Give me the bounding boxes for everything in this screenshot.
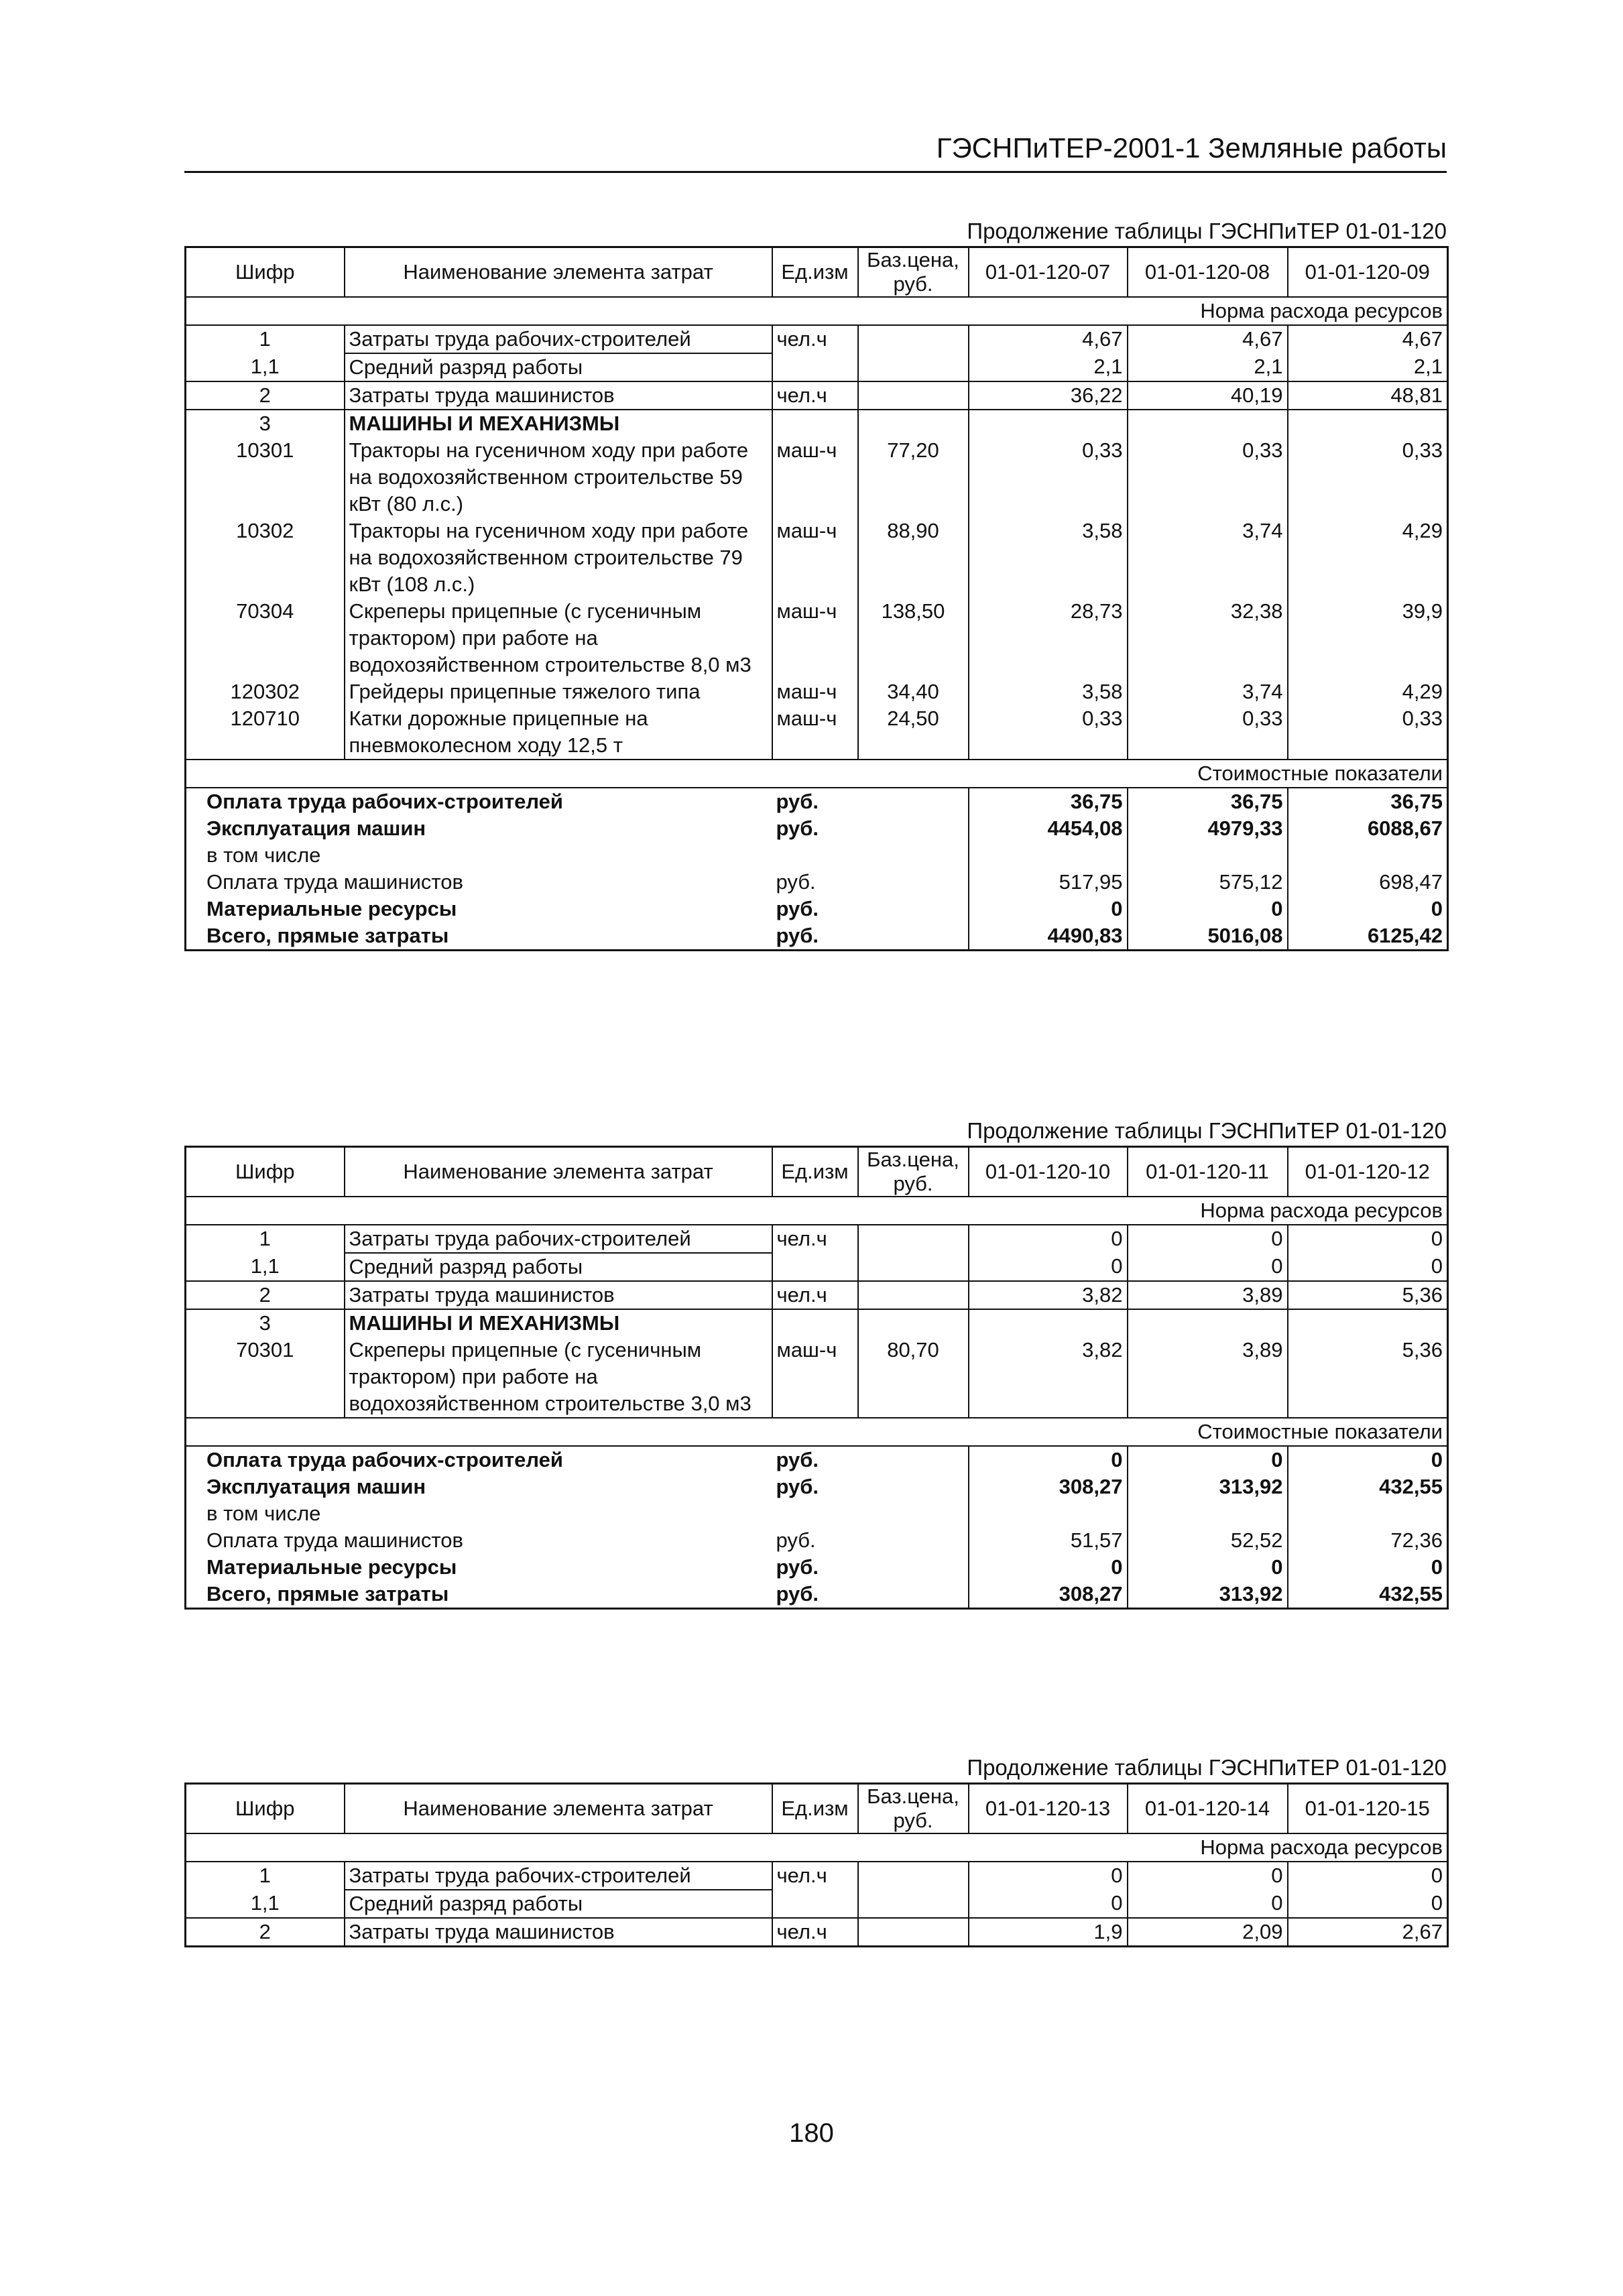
table-row	[186, 1890, 1448, 1918]
row-price: 80,70	[858, 1337, 969, 1418]
row-value: 2,1	[1288, 353, 1448, 381]
row-name: Затраты труда машинистов	[345, 381, 772, 410]
cost-value: 0	[1288, 896, 1448, 922]
row-price	[858, 1890, 969, 1918]
header-code-01-01-120-13: 01-01-120-13	[969, 1784, 1128, 1834]
cost-price-empty	[858, 869, 969, 896]
table-row	[186, 1225, 1448, 1253]
cost-unit: руб.	[776, 817, 819, 840]
row-unit	[772, 410, 858, 437]
cost-value: 308,27	[969, 1581, 1128, 1609]
cost-row-labor	[186, 1446, 1448, 1473]
cost-row-total	[186, 1581, 1448, 1609]
header-code-01-01-120-07: 01-01-120-07	[969, 247, 1128, 298]
resource-table-3	[184, 1783, 1449, 1947]
row-value: 1,9	[969, 1918, 1128, 1947]
section-row-cost	[186, 1418, 1448, 1446]
cost-unit: руб.	[776, 1582, 819, 1606]
cost-label-total: Всего, прямые затраты	[206, 924, 449, 947]
cost-row-operators	[186, 1527, 1448, 1554]
row-price: 24,50	[858, 705, 969, 760]
row-value: 2,09	[1128, 1918, 1288, 1947]
row-value: 36,22	[969, 381, 1128, 410]
cost-price-empty	[858, 1554, 969, 1581]
row-unit: чел.ч	[772, 1281, 858, 1309]
row-value: 3,74	[1128, 518, 1288, 598]
row-value: 0,33	[1288, 705, 1448, 760]
row-price: 77,20	[858, 437, 969, 518]
cost-label-labor: Оплата труда рабочих-строителей	[206, 790, 563, 813]
cost-value-empty	[1288, 1500, 1448, 1527]
row-name: Средний разряд работы	[345, 1890, 772, 1918]
resource-table-1	[184, 246, 1449, 951]
row-unit	[772, 1890, 858, 1918]
table-row	[186, 1281, 1448, 1309]
row-name: МАШИНЫ И МЕХАНИЗМЫ	[345, 410, 772, 437]
header-code-01-01-120-10: 01-01-120-10	[969, 1147, 1128, 1197]
row-price	[858, 410, 969, 437]
cost-unit: руб.	[776, 1448, 819, 1471]
table-row	[186, 1309, 1448, 1337]
header-code: Шифр	[186, 1784, 345, 1834]
table-row	[186, 1253, 1448, 1281]
row-code: 10301	[236, 438, 294, 462]
row-value: 0	[1288, 1862, 1448, 1890]
row-value	[1288, 1309, 1448, 1337]
row-code: 70304	[236, 599, 294, 623]
cost-label-operators: Оплата труда машинистов	[206, 870, 463, 894]
cost-price-empty	[858, 922, 969, 951]
row-value: 0	[969, 1862, 1128, 1890]
row-value: 0	[969, 1253, 1128, 1281]
row-price	[858, 353, 969, 381]
cost-label-machines: Эксплуатация машин	[206, 1475, 426, 1498]
cost-value: 0	[1288, 1446, 1448, 1473]
header-name: Наименование элемента затрат	[345, 1147, 772, 1197]
section-label-norm: Норма расхода ресурсов	[186, 1833, 1448, 1862]
cost-value: 0	[1288, 1554, 1448, 1581]
cost-value: 51,57	[969, 1527, 1128, 1554]
row-name: Катки дорожные прицепные на пневмоколесном ходу 12,5 т	[345, 705, 772, 760]
row-value: 32,38	[1128, 598, 1288, 678]
cost-row-including	[186, 1500, 1448, 1527]
row-value	[1288, 410, 1448, 437]
row-value: 3,82	[969, 1337, 1128, 1418]
row-unit: чел.ч	[772, 325, 858, 353]
table-row	[186, 437, 1448, 518]
cost-value: 432,55	[1288, 1473, 1448, 1500]
row-name: Затраты труда рабочих-строителей	[345, 1862, 772, 1890]
cost-value: 0	[1128, 896, 1288, 922]
cost-price-empty	[858, 1581, 969, 1609]
row-code: 1,1	[250, 355, 280, 378]
cost-row-labor	[186, 788, 1448, 815]
cost-price-empty	[858, 1527, 969, 1554]
row-code: 2	[186, 381, 345, 410]
cost-unit: руб.	[776, 1528, 816, 1552]
row-value: 0	[1288, 1253, 1448, 1281]
row-code: 2	[186, 1281, 345, 1309]
row-value: 48,81	[1288, 381, 1448, 410]
row-unit: чел.ч	[772, 1918, 858, 1947]
cost-unit: руб.	[776, 1555, 819, 1579]
cost-value: 0	[969, 1446, 1128, 1473]
cost-label-operators: Оплата труда машинистов	[206, 1528, 463, 1552]
row-value: 3,74	[1128, 678, 1288, 705]
cost-unit: руб.	[776, 870, 816, 894]
row-name: Затраты труда рабочих-строителей	[345, 325, 772, 353]
row-name: Тракторы на гусеничном ходу при работе на водохозяйственном строительстве 79 кВт (108 л.с.)	[345, 518, 772, 598]
row-value: 0	[1128, 1862, 1288, 1890]
row-unit: маш-ч	[772, 518, 858, 598]
row-unit: чел.ч	[772, 381, 858, 410]
table-row	[186, 353, 1448, 381]
cost-label-materials: Материальные ресурсы	[206, 1555, 457, 1579]
section-label-cost: Стоимостные показатели	[186, 760, 1448, 788]
cost-value: 36,75	[969, 788, 1128, 815]
section-label-norm: Норма расхода ресурсов	[186, 1197, 1448, 1225]
row-name: Затраты труда машинистов	[345, 1918, 772, 1947]
header-unit: Ед.изм	[772, 1147, 858, 1197]
row-price: 34,40	[858, 678, 969, 705]
table-header-row	[186, 247, 1448, 298]
row-value: 4,29	[1288, 678, 1448, 705]
row-price	[858, 1225, 969, 1253]
row-value: 0,33	[969, 705, 1128, 760]
cost-row-machines	[186, 815, 1448, 842]
cost-price-empty	[858, 896, 969, 922]
cost-value: 0	[969, 1554, 1128, 1581]
header-price: Баз.цена, руб.	[858, 247, 969, 298]
cost-price-empty	[858, 1473, 969, 1500]
cost-unit-empty	[772, 1500, 858, 1527]
section-label-cost: Стоимостные показатели	[186, 1418, 1448, 1446]
cost-unit: руб.	[776, 790, 819, 813]
cost-value: 698,47	[1288, 869, 1448, 896]
cost-label-materials: Материальные ресурсы	[206, 897, 457, 920]
row-code: 1	[259, 327, 271, 351]
section-row-norm	[186, 1833, 1448, 1862]
row-value: 3,58	[969, 518, 1128, 598]
cost-row-materials	[186, 896, 1448, 922]
row-value	[969, 1309, 1128, 1337]
row-unit: маш-ч	[772, 437, 858, 518]
cost-value: 575,12	[1128, 869, 1288, 896]
header-name: Наименование элемента затрат	[345, 247, 772, 298]
row-name: МАШИНЫ И МЕХАНИЗМЫ	[345, 1309, 772, 1337]
header-code-01-01-120-11: 01-01-120-11	[1128, 1147, 1288, 1197]
cost-label-total: Всего, прямые затраты	[206, 1582, 449, 1606]
row-name: Средний разряд работы	[345, 1253, 772, 1281]
cost-row-including	[186, 842, 1448, 869]
table-row	[186, 678, 1448, 705]
cost-price-empty	[858, 842, 969, 869]
row-value: 4,67	[1128, 325, 1288, 353]
cost-value: 0	[969, 896, 1128, 922]
cost-row-machines	[186, 1473, 1448, 1500]
section-row-norm	[186, 297, 1448, 325]
cost-value: 4979,33	[1128, 815, 1288, 842]
row-name: Грейдеры прицепные тяжелого типа	[345, 678, 772, 705]
row-price: 138,50	[858, 598, 969, 678]
row-code: 1	[259, 1227, 271, 1250]
table-3-caption: Продолжение таблицы ГЭСНПиТЕР 01-01-120	[967, 1755, 1447, 1780]
row-value: 4,67	[969, 325, 1128, 353]
cost-value: 313,92	[1128, 1473, 1288, 1500]
header-code-01-01-120-08: 01-01-120-08	[1128, 247, 1288, 298]
header-unit: Ед.изм	[772, 247, 858, 298]
row-price	[858, 1253, 969, 1281]
cost-value: 6088,67	[1288, 815, 1448, 842]
cost-value: 0	[1128, 1554, 1288, 1581]
row-code: 10302	[236, 519, 294, 542]
cost-value: 4454,08	[969, 815, 1128, 842]
cost-price-empty	[858, 1446, 969, 1473]
cost-value: 6125,42	[1288, 922, 1448, 951]
row-code: 120302	[230, 680, 300, 703]
header-code-01-01-120-12: 01-01-120-12	[1288, 1147, 1448, 1197]
row-value: 3,58	[969, 678, 1128, 705]
cost-value-empty	[969, 842, 1128, 869]
cost-value: 36,75	[1288, 788, 1448, 815]
row-value: 0	[1128, 1890, 1288, 1918]
cost-value: 517,95	[969, 869, 1128, 896]
table-body	[186, 1784, 1448, 1947]
cost-label-including: в том числе	[206, 1502, 321, 1525]
row-value: 2,67	[1288, 1918, 1448, 1947]
section-label-norm: Норма расхода ресурсов	[186, 297, 1448, 325]
row-value: 0	[969, 1890, 1128, 1918]
cost-value: 4490,83	[969, 922, 1128, 951]
row-value	[969, 410, 1128, 437]
page-header-title: ГЭСНПиТЕР-2001-1 Земляные работы	[184, 131, 1447, 173]
row-unit	[772, 353, 858, 381]
row-value: 2,1	[1128, 353, 1288, 381]
table-header-row	[186, 1784, 1448, 1834]
table-body	[186, 1147, 1448, 1609]
header-code-01-01-120-09: 01-01-120-09	[1288, 247, 1448, 298]
row-unit: маш-ч	[772, 598, 858, 678]
row-value: 3,89	[1128, 1337, 1288, 1418]
cost-value-empty	[969, 1500, 1128, 1527]
cost-price-empty	[858, 1500, 969, 1527]
row-code: 1,1	[250, 1891, 280, 1915]
table-row	[186, 410, 1448, 437]
cost-value: 5016,08	[1128, 922, 1288, 951]
table-1-caption: Продолжение таблицы ГЭСНПиТЕР 01-01-120	[967, 219, 1447, 243]
header-unit: Ед.изм	[772, 1784, 858, 1834]
row-code: 1,1	[250, 1254, 280, 1278]
cost-value: 308,27	[969, 1473, 1128, 1500]
cost-price-empty	[858, 788, 969, 815]
row-unit	[772, 1253, 858, 1281]
row-value: 2,1	[969, 353, 1128, 381]
row-name: Затраты труда рабочих-строителей	[345, 1225, 772, 1253]
cost-value: 52,52	[1128, 1527, 1288, 1554]
row-value: 3,82	[969, 1281, 1128, 1309]
cost-value-empty	[1288, 842, 1448, 869]
cost-label-labor: Оплата труда рабочих-строителей	[206, 1448, 563, 1471]
row-price	[858, 1918, 969, 1947]
row-price	[858, 325, 969, 353]
row-value: 0,33	[1128, 437, 1288, 518]
table-row	[186, 381, 1448, 410]
cost-row-operators	[186, 869, 1448, 896]
header-name: Наименование элемента затрат	[345, 1784, 772, 1834]
row-name: Скреперы прицепные (с гусеничным трактором) при работе на водохозяйственном строительстве 3,0 м3	[345, 1337, 772, 1418]
row-value	[1128, 1309, 1288, 1337]
table-row	[186, 1862, 1448, 1890]
header-price: Баз.цена, руб.	[858, 1784, 969, 1834]
row-unit: маш-ч	[772, 678, 858, 705]
cost-row-total	[186, 922, 1448, 951]
table-row	[186, 1918, 1448, 1947]
header-code-01-01-120-15: 01-01-120-15	[1288, 1784, 1448, 1834]
row-price	[858, 381, 969, 410]
table-row	[186, 1337, 1448, 1418]
row-value: 3,89	[1128, 1281, 1288, 1309]
cost-value-empty	[1128, 842, 1288, 869]
row-unit	[772, 1309, 858, 1337]
row-code: 1	[259, 1864, 271, 1887]
row-value: 0	[969, 1225, 1128, 1253]
page-number: 180	[789, 2118, 834, 2148]
cost-value: 36,75	[1128, 788, 1288, 815]
row-value: 5,36	[1288, 1337, 1448, 1418]
section-row-cost	[186, 760, 1448, 788]
row-value: 0,33	[969, 437, 1128, 518]
row-price	[858, 1309, 969, 1337]
resource-table-2	[184, 1146, 1449, 1610]
cost-price-empty	[858, 815, 969, 842]
table-2-caption: Продолжение таблицы ГЭСНПиТЕР 01-01-120	[967, 1118, 1447, 1143]
cost-unit-empty	[772, 842, 858, 869]
cost-value: 432,55	[1288, 1581, 1448, 1609]
cost-row-materials	[186, 1554, 1448, 1581]
cost-label-including: в том числе	[206, 843, 321, 867]
row-value: 28,73	[969, 598, 1128, 678]
cost-value-empty	[1128, 1500, 1288, 1527]
row-value: 4,29	[1288, 518, 1448, 598]
row-name: Скреперы прицепные (с гусеничным трактором) при работе на водохозяйственном строительстве 8,0 м3	[345, 598, 772, 678]
table-body	[186, 247, 1448, 951]
cost-unit: руб.	[776, 897, 819, 920]
row-price	[858, 1281, 969, 1309]
row-code: 3	[259, 1311, 271, 1335]
row-value: 0	[1288, 1225, 1448, 1253]
row-code: 70301	[236, 1338, 294, 1362]
row-value: 0,33	[1288, 437, 1448, 518]
row-value: 0	[1128, 1253, 1288, 1281]
cost-value: 0	[1128, 1446, 1288, 1473]
header-code: Шифр	[186, 247, 345, 298]
row-unit: чел.ч	[772, 1862, 858, 1890]
row-value: 40,19	[1128, 381, 1288, 410]
section-row-norm	[186, 1197, 1448, 1225]
row-value: 0	[1128, 1225, 1288, 1253]
table-row	[186, 598, 1448, 678]
row-unit: маш-ч	[772, 705, 858, 760]
row-name: Тракторы на гусеничном ходу при работе на водохозяйственном строительстве 59 кВт (80 л.с.)	[345, 437, 772, 518]
cost-value: 313,92	[1128, 1581, 1288, 1609]
table-row	[186, 518, 1448, 598]
row-code: 3	[259, 412, 271, 435]
row-price	[858, 1862, 969, 1890]
row-value: 39,9	[1288, 598, 1448, 678]
table-row	[186, 325, 1448, 353]
row-unit: чел.ч	[772, 1225, 858, 1253]
cost-value: 72,36	[1288, 1527, 1448, 1554]
cost-label-machines: Эксплуатация машин	[206, 817, 426, 840]
row-value	[1128, 410, 1288, 437]
row-value: 4,67	[1288, 325, 1448, 353]
row-name: Средний разряд работы	[345, 353, 772, 381]
row-code: 120710	[230, 707, 300, 730]
header-price: Баз.цена, руб.	[858, 1147, 969, 1197]
header-code-01-01-120-14: 01-01-120-14	[1128, 1784, 1288, 1834]
row-price: 88,90	[858, 518, 969, 598]
cost-unit: руб.	[776, 924, 819, 947]
table-header-row	[186, 1147, 1448, 1197]
row-value: 0	[1288, 1890, 1448, 1918]
table-row	[186, 705, 1448, 760]
row-value: 0,33	[1128, 705, 1288, 760]
header-code: Шифр	[186, 1147, 345, 1197]
row-unit: маш-ч	[772, 1337, 858, 1418]
row-value: 5,36	[1288, 1281, 1448, 1309]
row-name: Затраты труда машинистов	[345, 1281, 772, 1309]
row-code: 2	[186, 1918, 345, 1947]
cost-unit: руб.	[776, 1475, 819, 1498]
